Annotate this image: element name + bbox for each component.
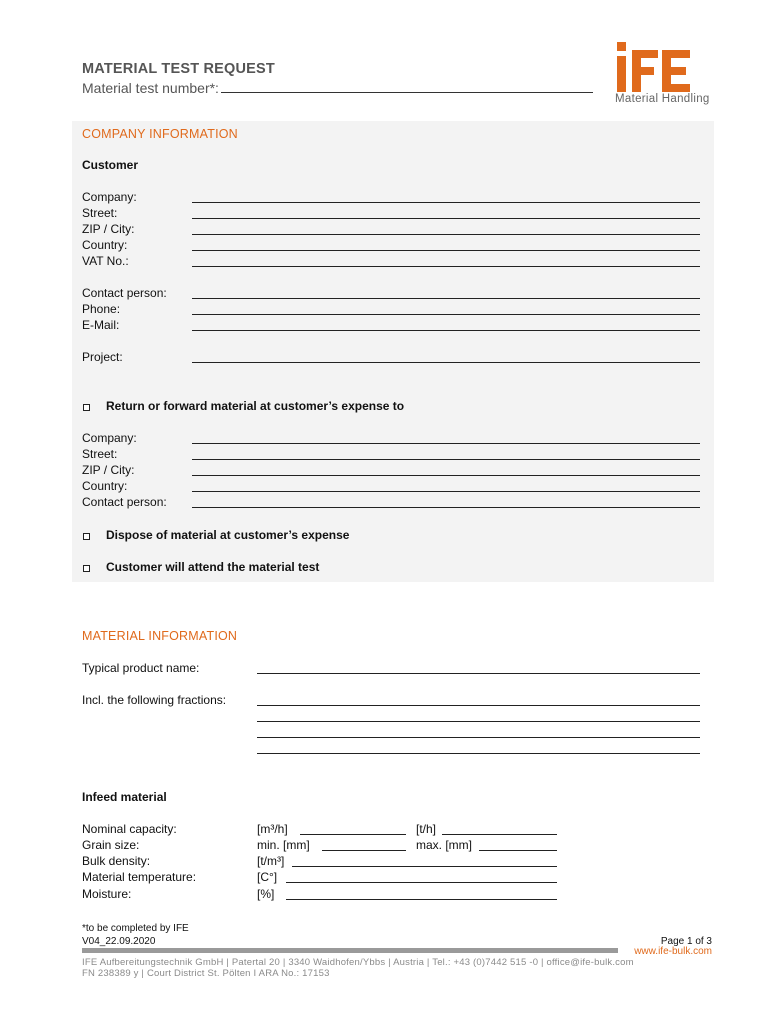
fractions-field-3[interactable] bbox=[257, 737, 700, 738]
fractions-field-4[interactable] bbox=[257, 753, 700, 754]
return-zip-city-field[interactable] bbox=[192, 475, 700, 476]
footer-note: *to be completed by IFE bbox=[82, 923, 189, 934]
product-name-label: Typical product name: bbox=[82, 661, 200, 675]
moisture-field[interactable] bbox=[286, 899, 557, 900]
capacity-th-field[interactable] bbox=[442, 834, 557, 835]
capacity-m3h-field[interactable] bbox=[300, 834, 406, 835]
page-number: Page 1 of 3 bbox=[660, 936, 712, 947]
material-test-number-field[interactable] bbox=[221, 80, 593, 93]
return-contact-label: Contact person: bbox=[82, 495, 167, 509]
grain-min-unit: min. [mm] bbox=[257, 838, 310, 852]
fractions-field-1[interactable] bbox=[257, 705, 700, 706]
return-option-label: Return or forward material at customer’s expense to bbox=[106, 399, 405, 413]
capacity-unit-th: [t/h] bbox=[416, 822, 437, 836]
attend-option-label: Customer will attend the material test bbox=[106, 560, 320, 574]
return-contact-field[interactable] bbox=[192, 507, 700, 508]
company-panel bbox=[72, 121, 714, 582]
return-country-field[interactable] bbox=[192, 491, 700, 492]
company-address: IFE Aufbereitungstechnik GmbH | Patertal 20 | 3340 Waidhofen/Ybbs | Austria | Tel.: +43 (0)7442 515 -0 | office@ife-bulk.com bbox=[82, 957, 634, 968]
contact-person-label: Contact person: bbox=[82, 286, 167, 300]
version: V04_22.09.2020 bbox=[82, 936, 156, 947]
return-company-label: Company: bbox=[82, 431, 137, 445]
return-country-label: Country: bbox=[82, 479, 128, 493]
street-field[interactable] bbox=[192, 218, 700, 219]
footer-bar bbox=[82, 948, 618, 953]
company-registry: FN 238389 y | Court District St. Pölten I ARA No.: 17153 bbox=[82, 968, 330, 979]
density-unit: [t/m³] bbox=[257, 854, 285, 868]
product-name-field[interactable] bbox=[257, 673, 700, 674]
bulk-density-label: Bulk density: bbox=[82, 854, 151, 868]
company-label: Company: bbox=[82, 190, 137, 204]
country-field[interactable] bbox=[192, 250, 700, 251]
return-street-label: Street: bbox=[82, 447, 118, 461]
dispose-option-label: Dispose of material at customer’s expense bbox=[106, 528, 350, 542]
return-zip-city-label: ZIP / City: bbox=[82, 463, 135, 477]
street-label: Street: bbox=[82, 206, 118, 220]
company-section-title: COMPANY INFORMATION bbox=[82, 127, 238, 141]
fractions-field-2[interactable] bbox=[257, 721, 700, 722]
nominal-capacity-label: Nominal capacity: bbox=[82, 822, 177, 836]
grain-min-field[interactable] bbox=[322, 850, 406, 851]
density-field[interactable] bbox=[292, 866, 557, 867]
country-label: Country: bbox=[82, 238, 128, 252]
material-temperature-label: Material temperature: bbox=[82, 870, 197, 884]
vat-label: VAT No.: bbox=[82, 254, 129, 268]
dispose-checkbox[interactable] bbox=[83, 533, 90, 540]
company-field[interactable] bbox=[192, 202, 700, 203]
zip-city-field[interactable] bbox=[192, 234, 700, 235]
material-section-title: MATERIAL INFORMATION bbox=[82, 629, 238, 643]
contact-person-field[interactable] bbox=[192, 298, 700, 299]
temperature-unit: [C°] bbox=[257, 870, 278, 884]
website-link[interactable]: www.ife-bulk.com bbox=[634, 946, 712, 957]
material-test-number-label: Material test number*: bbox=[82, 80, 219, 96]
email-label: E-Mail: bbox=[82, 318, 120, 332]
temperature-field[interactable] bbox=[286, 882, 557, 883]
grain-max-field[interactable] bbox=[479, 850, 557, 851]
return-street-field[interactable] bbox=[192, 459, 700, 460]
phone-field[interactable] bbox=[192, 314, 700, 315]
capacity-unit-m3h: [m³/h] bbox=[257, 822, 288, 836]
customer-heading: Customer bbox=[82, 158, 139, 172]
phone-label: Phone: bbox=[82, 302, 121, 316]
project-field[interactable] bbox=[192, 362, 700, 363]
email-field[interactable] bbox=[192, 330, 700, 331]
zip-city-label: ZIP / City: bbox=[82, 222, 135, 236]
return-company-field[interactable] bbox=[192, 443, 700, 444]
attend-checkbox[interactable] bbox=[83, 565, 90, 572]
project-label: Project: bbox=[82, 350, 123, 364]
moisture-unit: [%] bbox=[257, 887, 275, 901]
vat-field[interactable] bbox=[192, 266, 700, 267]
grain-size-label: Grain size: bbox=[82, 838, 140, 852]
return-checkbox[interactable] bbox=[83, 404, 90, 411]
document-title: MATERIAL TEST REQUEST bbox=[82, 61, 275, 77]
infeed-heading: Infeed material bbox=[82, 790, 167, 804]
fractions-label: Incl. the following fractions: bbox=[82, 693, 227, 707]
moisture-label: Moisture: bbox=[82, 887, 132, 901]
material-test-number bbox=[82, 80, 593, 96]
grain-max-unit: max. [mm] bbox=[416, 838, 472, 852]
logo-subtext: Material Handling bbox=[615, 93, 710, 105]
